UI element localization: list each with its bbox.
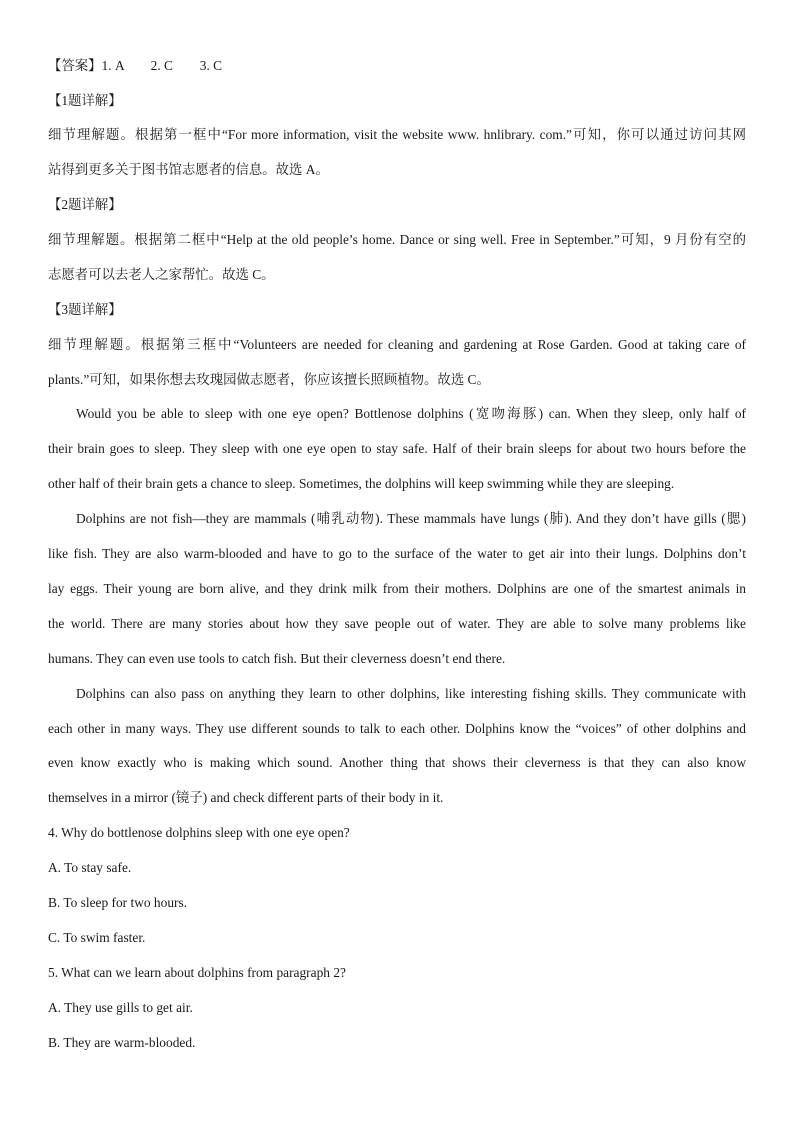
passage-p2-line: the world. There are many stories about how they save people out of water. They are able to solve many problems like	[48, 616, 746, 631]
passage-p2-line: like fish. They are also warm-blooded and have to go to the surface of the water to get air into their lungs. Dolphins don’t	[48, 546, 746, 561]
answer-key: 【答案】1. A 2. C 3. C	[48, 58, 223, 73]
passage-p3-line: themselves in a mirror (镜子) and check different parts of their body in it.	[48, 790, 444, 805]
passage-p1-line: other half of their brain gets a chance to sleep. Sometimes, the dolphins will keep swimming while they are sleeping.	[48, 476, 675, 491]
q3-explanation-line2: plants.”可知，如果你想去玫瑰园做志愿者，你应该擅长照顾植物。故选 C。	[48, 372, 490, 387]
passage-p2-line: humans. They can even use tools to catch fish. But their cleverness doesn’t end there.	[48, 651, 506, 666]
passage-p1-line: their brain goes to sleep. They sleep with one eye open to stay safe. Half of their brain sleeps for about two hours before the	[48, 441, 746, 456]
passage-p3-line: Dolphins can also pass on anything they learn to other dolphins, like interesting fishing skills. They communicate with	[76, 686, 746, 701]
q3-heading: 【3题详解】	[48, 302, 122, 317]
q1-heading: 【1题详解】	[48, 93, 122, 108]
passage-p1-line: Would you be able to sleep with one eye open? Bottlenose dolphins (宽吻海豚) can. When they sleep, only half of	[76, 406, 746, 421]
q1-explanation-line1: 细节理解题。根据第一框中“For more information, visit the website www. hnlibrary. com.”可知，你可以通过访问其网	[48, 127, 746, 142]
q3-explanation-line1: 细节理解题。根据第三框中“Volunteers are needed for cleaning and gardening at Rose Garden. Good at taking care of	[48, 337, 746, 352]
q2-explanation-line1: 细节理解题。根据第二框中“Help at the old people’s home. Dance or sing well. Free in September.”可知，9 月份有空的	[48, 232, 746, 247]
question5-option-b: B. They are warm-blooded.	[48, 1035, 196, 1050]
question5-stem: 5. What can we learn about dolphins from paragraph 2?	[48, 965, 346, 980]
passage-p2-line: lay eggs. Their young are born alive, and they drink milk from their mothers. Dolphins are one of the smartest animals in	[48, 581, 746, 596]
question4-stem: 4. Why do bottlenose dolphins sleep with one eye open?	[48, 825, 350, 840]
q1-explanation-line2: 站得到更多关于图书馆志愿者的信息。故选 A。	[48, 162, 329, 177]
passage-p3-line: each other in many ways. They use different sounds to talk to each other. Dolphins know the “voices” of other dolphins and	[48, 721, 746, 736]
question4-option-b: B. To sleep for two hours.	[48, 895, 188, 910]
q2-heading: 【2题详解】	[48, 197, 122, 212]
question4-option-c: C. To swim faster.	[48, 930, 146, 945]
passage-p2-line: Dolphins are not fish—they are mammals (哺乳动物). These mammals have lungs (肺). And they don’t have gills (腮)	[76, 511, 746, 526]
q2-explanation-line2: 志愿者可以去老人之家帮忙。故选 C。	[48, 267, 275, 282]
question5-option-a: A. They use gills to get air.	[48, 1000, 193, 1015]
passage-p3-line: even know exactly who is making which sound. Another thing that shows their cleverness is that they can also know	[48, 755, 746, 770]
question4-option-a: A. To stay safe.	[48, 860, 132, 875]
